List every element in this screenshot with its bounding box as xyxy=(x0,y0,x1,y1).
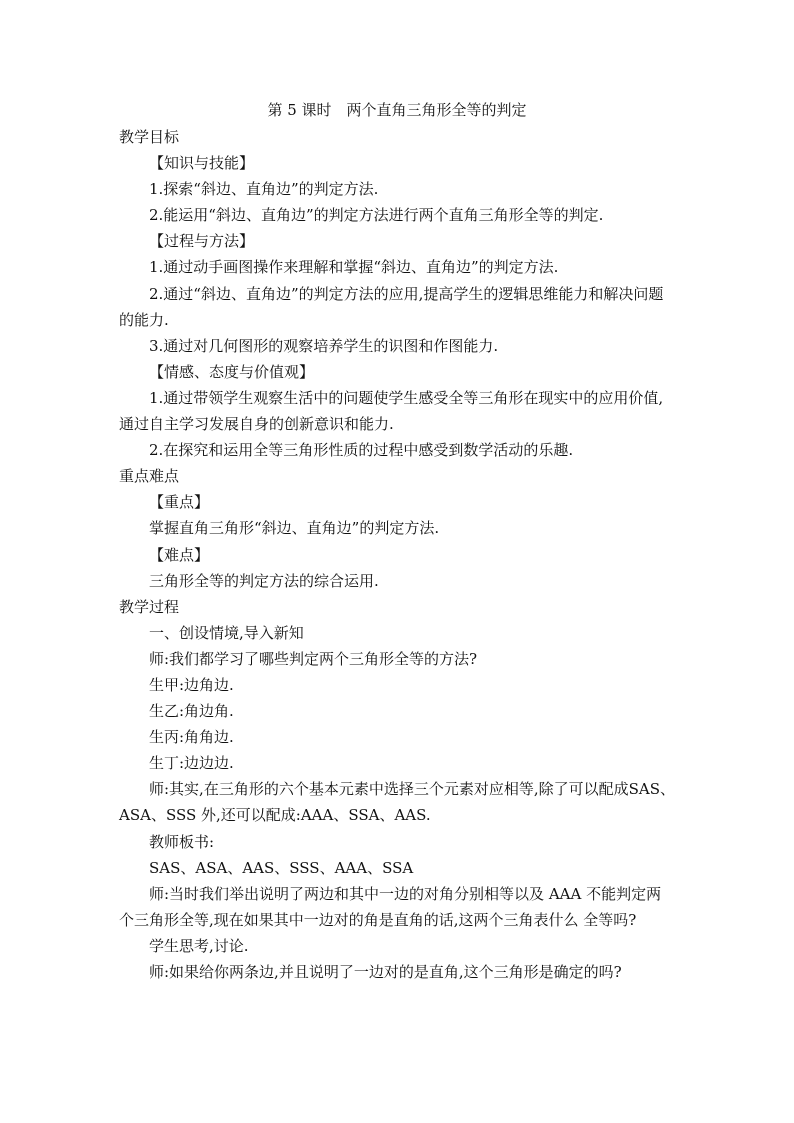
document-body xyxy=(119,124,675,985)
section-heading: 教学过程 xyxy=(119,597,180,616)
paragraph: 教师板书: xyxy=(149,832,215,851)
paragraph: 1.通过动手画图操作来理解和掌握“斜边、直角边”的判定方法. xyxy=(149,258,559,277)
paragraph: 一、创设情境,导入新知 xyxy=(149,623,304,642)
paragraph: 三角形全等的判定方法的综合运用. xyxy=(149,571,379,590)
paragraph: 生乙:角边角. xyxy=(149,702,234,721)
paragraph: 2.通过“斜边、直角边”的判定方法的应用,提高学生的逻辑思维能力和解决问题的能力. xyxy=(119,284,664,329)
paragraph: 生丙:角角边. xyxy=(149,728,234,747)
paragraph: 1.探索“斜边、直角边”的判定方法. xyxy=(149,180,379,199)
paragraph: 掌握直角三角形“斜边、直角边”的判定方法. xyxy=(149,519,440,538)
paragraph: 【难点】 xyxy=(149,545,210,564)
paragraph: 2.在探究和运用全等三角形性质的过程中感受到数学活动的乐趣. xyxy=(149,441,574,460)
paragraph: 生丁:边边边. xyxy=(149,754,234,773)
paragraph: 2.能运用“斜边、直角边”的判定方法进行两个直角三角形全等的判定. xyxy=(149,206,604,225)
paragraph: 1.通过带领学生观察生活中的问题使学生感受全等三角形在现实中的应用价值,通过自主学习发展自身的创新意识和能力. xyxy=(119,388,664,434)
paragraph: 【情感、态度与价值观】 xyxy=(149,362,315,381)
page-title: 第 5 课时 两个直角三角形全等的判定 xyxy=(267,101,527,119)
paragraph: 学生思考,讨论. xyxy=(149,936,249,955)
paragraph: 【过程与方法】 xyxy=(149,232,255,251)
paragraph: 师:当时我们举出说明了两边和其中一边的对角分别相等以及 AAA 不能判定两个三角形全等,现在如果其中一边对的角是直角的话,这两个三角表什么 全等吗? xyxy=(119,884,662,929)
paragraph: 师:其实,在三角形的六个基本元素中选择三个元素对应相等,除了可以配成SAS、ASA、SSS 外,还可以配成:AAA、SSA、AAS. xyxy=(119,780,675,825)
paragraph: SAS、ASA、AAS、SSS、AAA、SSA xyxy=(149,858,414,877)
section-heading: 教学目标 xyxy=(119,128,180,146)
paragraph: 【重点】 xyxy=(149,493,210,512)
paragraph: 师:我们都学习了哪些判定两个三角形全等的方法? xyxy=(149,649,478,668)
paragraph: 师:如果给你两条边,并且说明了一边对的是直角,这个三角形是确定的吗? xyxy=(149,963,622,981)
paragraph: 生甲:边角边. xyxy=(149,675,234,694)
section-heading: 重点难点 xyxy=(119,467,180,486)
paragraph: 3.通过对几何图形的观察培养学生的识图和作图能力. xyxy=(149,336,499,355)
paragraph: 【知识与技能】 xyxy=(149,154,255,173)
